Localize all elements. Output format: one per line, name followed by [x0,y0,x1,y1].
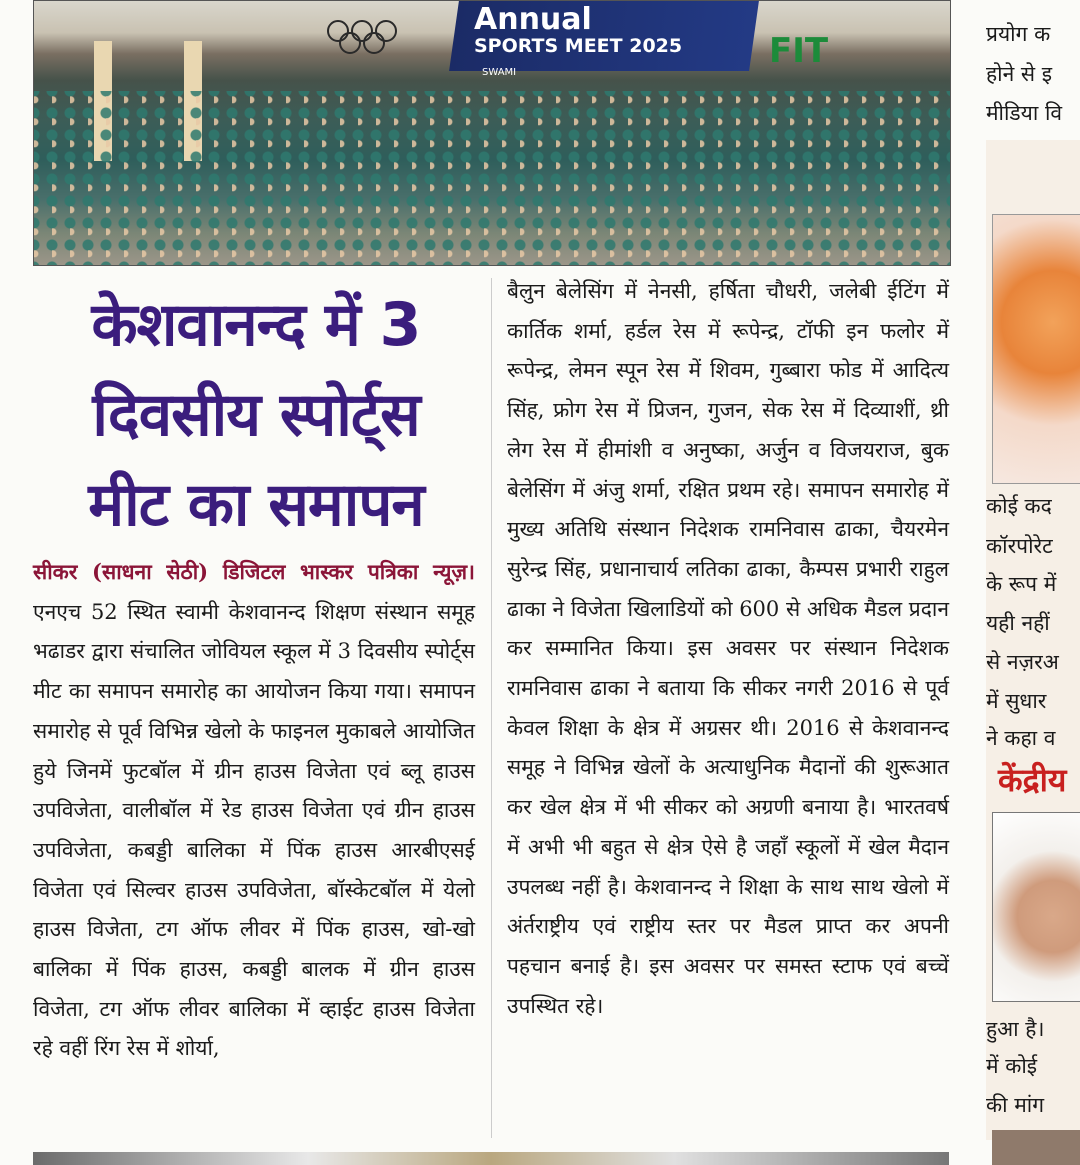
adjacent-text-line: के रूप में [986,572,1057,596]
banner-subtitle: SPORTS MEET 2025 [474,35,683,57]
column-divider [491,278,492,1138]
adjacent-text-line: कॉरपोरेट [986,534,1053,558]
article-text-2: बैलुन बेलेसिंग में नेनसी, हर्षिता चौधरी, जलेबी ईटिंग में कार्तिक शर्मा, हर्डल रेस में रूपेन्द्र, टॉफी इन फलोर में रूपेन्द्र, लेमन स्पून रेस में शिवम, गुब्बारा फोड में आदित्य सिंह, फ्रोग रेस में प्रिजन, गुजन, सेक रेस में दिव्याशीं, थ्री लेग रेस में हीमांशी व अनुष्का, अर्जुन व विजयराज, बुक बेलेसिंग में अंजु शर्मा, रक्षित प्रथम रहे। समापन समारोह में मुख्य अतिथि संस्थान निदेशक रामनिवास ढाका, चैयरमेन सुरेन्द्र सिंह, प्रधानाचार्य लतिका ढाका, कैम्पस प्रभारी राहुल ढाका ने विजेता खिलाडियों को 600 से अधिक मैडल प्रदान कर सम्मानित किया। इस अवसर पर संस्थान निदेशक रामनिवास ढाका ने बताया कि सीकर नगरी 2016 से पूर्व केवल शिक्षा के क्षेत्र में अग्रसर थी। 2016 से केशवानन्द समूह ने विभिन्न खेलों के अत्याधुनिक मैदानों की शुरूआत कर खेल क्षेत्र में भी सीकर को अग्रणी बनाया है। भारतवर्ष में अभी भी बहुत से क्षेत्र ऐसे है जहॉं स्कूलों में खेल मैदान उपलब्ध नहीं है। केशवानन्द ने शिक्षा के साथ साथ खेलो में अंर्तराष्ट्रीय एवं राष्ट्रीय स्तर पर मैडल प्राप्त कर अपनी पहचान बनाई है। इस अवसर पर समस्त स्टाफ एवं बच्चें उपस्थित रहे। [507,279,949,1018]
adjacent-heading: केंद्रीय [998,761,1067,799]
adjacent-photo [992,214,1080,484]
adjacent-text-line: में सुधार [986,689,1047,713]
banner-text [474,2,683,57]
adjacent-article-column [966,0,1080,1165]
headline-line-1: केशवानन्द में 3 [91,290,421,360]
adjacent-text-line: की मांग [986,1093,1045,1117]
next-article-photo-strip [33,1152,949,1165]
headline [36,280,476,550]
banner-title: Annual [474,2,592,37]
adjacent-text-line: प्रयोग क [986,22,1051,46]
article-photo [33,0,951,266]
headline-line-2: दिवसीय स्पोर्ट्स [92,380,420,450]
banner-small-text: SWAMI [482,67,517,78]
adjacent-text-line: से नज़रअ [986,650,1059,674]
students-group [34,91,950,265]
byline: सीकर (साधना सेठी) डिजिटल भास्कर पत्रिका न्यूज़। [33,559,475,584]
adjacent-text-line: में कोई [986,1054,1038,1078]
adjacent-text-line: हुआ है। [986,1017,1045,1041]
adjacent-text-line: ने कहा व [986,726,1056,750]
article-column-2 [507,272,949,1026]
article-column-1 [33,552,475,1069]
fit-logo: FIT [769,31,829,71]
adjacent-text-line: यही नहीं [986,611,1050,635]
olympic-rings-icon [324,17,404,57]
adjacent-text-line: मीडिया वि [986,101,1063,125]
adjacent-text-line: कोई कद [986,494,1052,518]
adjacent-portrait [992,812,1080,1002]
article-text-1: एनएच 52 स्थित स्वामी केशवानन्द शिक्षण संस्थान समूह भढाडर द्वारा संचालित जोवियल स्कूल में 3 दिवसीय स्पोर्ट्स मीट का समापन समारोह का आयोजन किया गया। समापन समारोह से पूर्व विभिन्न खेलो के फाइनल मुकाबले आयोजित हुये जिनमें फुटबॉल में ग्रीन हाउस विजेता एवं ब्लू हाउस उपविजेता, वालीबॉल में रेड हाउस विजेता एवं ग्रीन हाउस उपविजेता, कबड्डी बालिका में पिंक हाउस आरबीएसई विजेता एवं सिल्वर हाउस उपविजेता, बॉस्केटबॉल में येलो हाउस विजेता, टग ऑफ लीवर में पिंक हाउस, खो-खो बालिका में पिंक हाउस, कबड्डी बालक में ग्रीन हाउस विजेता, टग ऑफ लीवर बालिका में व्हाईट हाउस विजेता रहे वहीं रिंग रेस में शोर्या, [33,599,475,1061]
adjacent-photo-bottom [992,1130,1080,1165]
headline-line-3: मीट का समापन [88,470,424,540]
adjacent-text-line: होने से इ [986,62,1053,86]
